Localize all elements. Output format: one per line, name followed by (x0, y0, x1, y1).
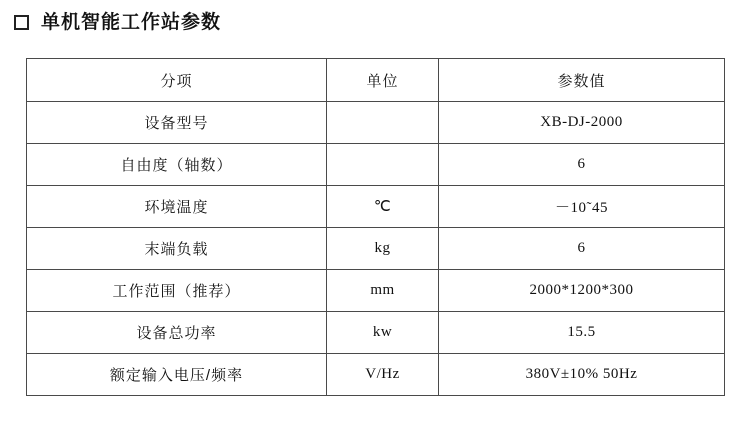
spec-table (26, 58, 725, 396)
cell-unit: ℃ (327, 186, 439, 228)
cell-item: 工作范围（推荐） (27, 270, 327, 312)
table-row (27, 312, 725, 354)
table-row (27, 270, 725, 312)
cell-value: 380V±10% 50Hz (439, 354, 725, 396)
page-title: 单机智能工作站参数 (41, 11, 222, 33)
cell-item: 设备总功率 (27, 312, 327, 354)
cell-unit: V/Hz (327, 354, 439, 396)
cell-value: 2000*1200*300 (439, 270, 725, 312)
cell-unit: mm (327, 270, 439, 312)
spec-table-container (0, 34, 750, 396)
table-row (27, 144, 725, 186)
header-cell-value: 参数值 (439, 59, 725, 102)
cell-item: 环境温度 (27, 186, 327, 228)
cell-value: XB-DJ-2000 (439, 102, 725, 144)
cell-item: 设备型号 (27, 102, 327, 144)
cell-item: 末端负载 (27, 228, 327, 270)
table-row (27, 186, 725, 228)
cell-value: 6 (439, 144, 725, 186)
header-cell-item: 分项 (27, 59, 327, 102)
cell-unit (327, 102, 439, 144)
cell-item: 额定输入电压/频率 (27, 354, 327, 396)
cell-value: －10˜45 (439, 186, 725, 228)
table-row (27, 102, 725, 144)
section-title (0, 0, 750, 34)
cell-unit (327, 144, 439, 186)
table-row (27, 228, 725, 270)
cell-value: 6 (439, 228, 725, 270)
cell-value: 15.5 (439, 312, 725, 354)
header-cell-unit: 单位 (327, 59, 439, 102)
table-row (27, 354, 725, 396)
cell-item: 自由度（轴数） (27, 144, 327, 186)
cell-unit: kw (327, 312, 439, 354)
cell-unit: kg (327, 228, 439, 270)
table-header-row (27, 59, 725, 102)
square-bullet-icon (14, 15, 29, 30)
